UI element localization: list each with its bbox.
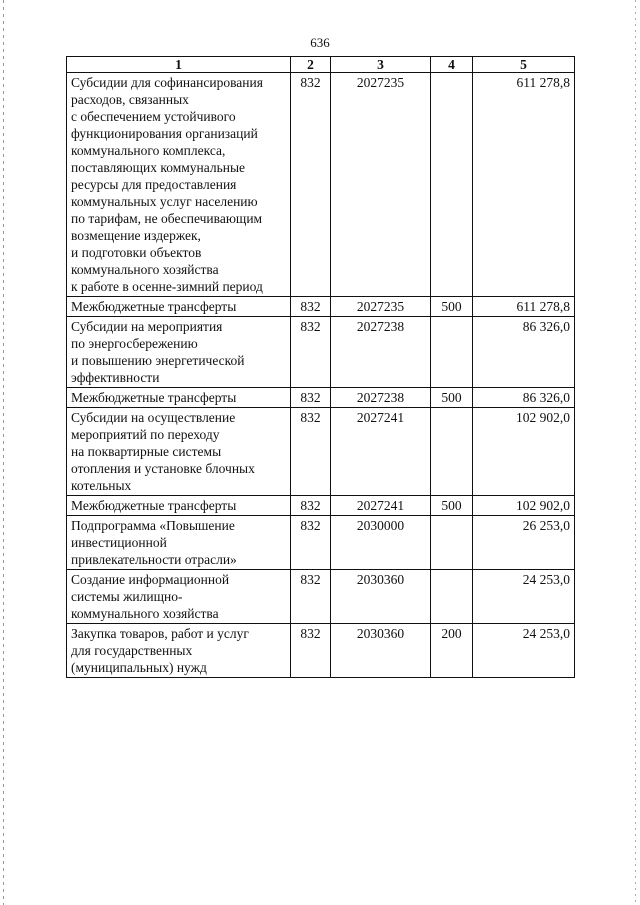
header-col-5: 5 <box>473 57 575 73</box>
row-name-line: Субсидии для софинансирования <box>71 75 263 90</box>
expense-type-cell <box>431 516 473 570</box>
row-name-line: к работе в осенне-зимний период <box>71 279 263 294</box>
expense-type-cell: 500 <box>431 496 473 516</box>
target-code-cell: 2027235 <box>331 297 431 317</box>
header-col-2: 2 <box>291 57 331 73</box>
expense-type-cell <box>431 317 473 388</box>
table-row <box>67 570 575 624</box>
target-code-cell: 2027241 <box>331 408 431 496</box>
row-name-cell <box>67 516 291 570</box>
row-name-line: инвестиционной <box>71 535 167 550</box>
row-name-line: Подпрограмма «Повышение <box>71 518 235 533</box>
row-name-line: котельных <box>71 478 132 493</box>
row-name-line: расходов, связанных <box>71 92 189 107</box>
row-name-line: Субсидии на мероприятия <box>71 319 223 334</box>
amount-cell: 102 902,0 <box>473 496 575 516</box>
amount-cell: 102 902,0 <box>473 408 575 496</box>
table-row <box>67 388 575 408</box>
amount-cell: 611 278,8 <box>473 297 575 317</box>
table-row <box>67 73 575 297</box>
row-name-line: функционирования организаций <box>71 126 258 141</box>
row-name-line: и повышению энергетической <box>71 353 245 368</box>
row-name-line: (муниципальных) нужд <box>71 660 207 675</box>
table-row <box>67 516 575 570</box>
row-name-line: Закупка товаров, работ и услуг <box>71 626 249 641</box>
table-header-row <box>67 57 575 73</box>
amount-cell: 86 326,0 <box>473 388 575 408</box>
target-code-cell: 2030360 <box>331 570 431 624</box>
ministry-code-cell: 832 <box>291 73 331 297</box>
row-name-line: Межбюджетные трансферты <box>71 390 237 405</box>
row-name-line: Межбюджетные трансферты <box>71 299 237 314</box>
row-name-line: привлекательности отрасли» <box>71 552 237 567</box>
row-name-line: и подготовки объектов <box>71 245 202 260</box>
header-col-1: 1 <box>67 57 291 73</box>
expense-type-cell: 500 <box>431 297 473 317</box>
header-col-3: 3 <box>331 57 431 73</box>
target-code-cell: 2027238 <box>331 317 431 388</box>
row-name-cell <box>67 388 291 408</box>
table-row <box>67 317 575 388</box>
row-name-line: коммунального комплекса, <box>71 143 226 158</box>
target-code-cell: 2027238 <box>331 388 431 408</box>
row-name-cell <box>67 73 291 297</box>
row-name-line: поставляющих коммунальные <box>71 160 246 175</box>
header-col-4: 4 <box>431 57 473 73</box>
row-name-line: Субсидии на осуществление <box>71 410 236 425</box>
row-name-cell <box>67 408 291 496</box>
table-row <box>67 297 575 317</box>
row-name-line: Создание информационной <box>71 572 230 587</box>
row-name-line: для государственных <box>71 643 193 658</box>
table-row <box>67 408 575 496</box>
ministry-code-cell: 832 <box>291 297 331 317</box>
row-name-line: с обеспечением устойчивого <box>71 109 236 124</box>
ministry-code-cell: 832 <box>291 408 331 496</box>
row-name-line: коммунального хозяйства <box>71 262 219 277</box>
ministry-code-cell: 832 <box>291 624 331 678</box>
row-name-line: эффективности <box>71 370 160 385</box>
row-name-line: Межбюджетные трансферты <box>71 498 237 513</box>
row-name-line: по тарифам, не обеспечивающим <box>71 211 263 226</box>
expense-type-cell <box>431 73 473 297</box>
expense-type-cell: 500 <box>431 388 473 408</box>
target-code-cell: 2030000 <box>331 516 431 570</box>
ministry-code-cell: 832 <box>291 570 331 624</box>
scan-edge-right <box>635 0 636 905</box>
ministry-code-cell: 832 <box>291 388 331 408</box>
row-name-cell <box>67 624 291 678</box>
target-code-cell: 2027241 <box>331 496 431 516</box>
expense-type-cell <box>431 408 473 496</box>
row-name-cell <box>67 496 291 516</box>
row-name-line: отопления и установке блочных <box>71 461 255 476</box>
ministry-code-cell: 832 <box>291 496 331 516</box>
expense-type-cell <box>431 570 473 624</box>
row-name-line: на поквартирные системы <box>71 444 222 459</box>
amount-cell: 26 253,0 <box>473 516 575 570</box>
row-name-cell <box>67 570 291 624</box>
amount-cell: 611 278,8 <box>473 73 575 297</box>
row-name-line: коммунального хозяйства <box>71 606 219 621</box>
row-name-cell <box>67 297 291 317</box>
table-row <box>67 496 575 516</box>
target-code-cell: 2027235 <box>331 73 431 297</box>
budget-table <box>66 56 575 678</box>
expense-type-cell: 200 <box>431 624 473 678</box>
row-name-line: коммунальных услуг населению <box>71 194 258 209</box>
table-body <box>67 73 575 678</box>
table-row <box>67 624 575 678</box>
scan-edge-left <box>3 0 4 905</box>
ministry-code-cell: 832 <box>291 317 331 388</box>
row-name-line: мероприятий по переходу <box>71 427 220 442</box>
amount-cell: 24 253,0 <box>473 624 575 678</box>
amount-cell: 86 326,0 <box>473 317 575 388</box>
row-name-line: возмещение издержек, <box>71 228 201 243</box>
row-name-line: системы жилищно- <box>71 589 183 604</box>
amount-cell: 24 253,0 <box>473 570 575 624</box>
row-name-line: ресурсы для предоставления <box>71 177 237 192</box>
page-number: 636 <box>310 35 330 50</box>
target-code-cell: 2030360 <box>331 624 431 678</box>
row-name-cell <box>67 317 291 388</box>
row-name-line: по энергосбережению <box>71 336 198 351</box>
ministry-code-cell: 832 <box>291 516 331 570</box>
